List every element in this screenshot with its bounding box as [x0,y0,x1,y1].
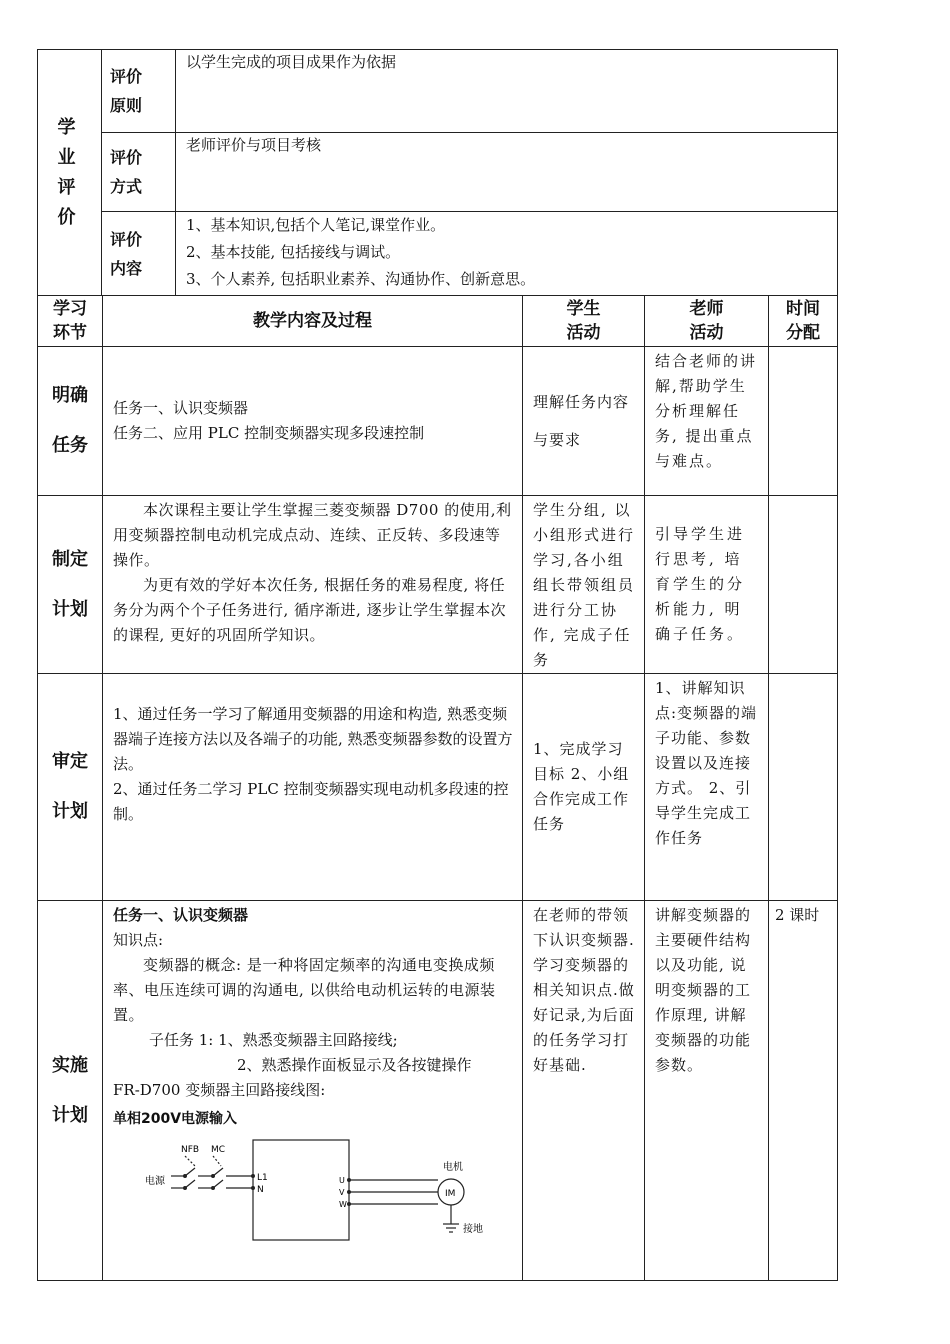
v-label: V [339,1188,345,1197]
eval-method-label: 评价方式 [102,133,176,212]
teaching-process-table [37,295,838,1281]
im-label: IM [445,1189,456,1199]
subtask-1: 子任务 1: 1、熟悉变频器主回路接线; [149,1031,398,1049]
header-content: 教学内容及过程 [103,296,523,347]
diagram-caption: FR-D700 变频器主回路接线图: [113,1081,326,1099]
stage-implement-plan: 实施计划 [38,901,103,1281]
u-label: U [339,1176,345,1185]
header-student: 学生活动 [523,296,645,347]
evaluation-table [37,49,838,296]
time-review-plan [769,674,838,901]
source-label: 电源 [145,1176,165,1187]
stage-make-plan: 制定计划 [38,496,103,674]
teacher-implement-plan: 讲解变频器的主要硬件结构以及功能, 说明变频器的工作原理, 讲解变频器的功能参数。 [645,901,769,1281]
teacher-make-plan: 引导学生进行思考, 培育学生的分析能力, 明确子任务。 [645,496,769,674]
eval-content-line-3: 3、个人素养, 包括职业素养、沟通协作、创新意思。 [186,270,536,288]
header-stage: 学习环节 [38,296,103,347]
content-make-plan: 本次课程主要让学生掌握三菱变频器 D700 的使用,利用变频器控制电动机完成点动、连续、正反转、多段速等操作。 为更有效的学好本次任务, 根据任务的难易程度, 将任务分为两个个子任务进行, 循序渐进, 逐步让学生掌握本次的课程, 更好的巩固所学知识。 [103,496,523,674]
task-one-title: 任务一、认识变频器 [113,906,249,924]
eval-content-line-2: 2、基本技能, 包括接线与调试。 [186,243,401,261]
ground-label: 接地 [463,1224,483,1235]
eval-section-label: 学业评价 [38,50,102,296]
time-implement-plan: 2 课时 [769,901,838,1281]
w-label: W [339,1200,347,1209]
student-clarify-task: 理解任务内容与要求 [523,347,645,496]
eval-method-text: 老师评价与项目考核 [176,133,838,212]
l1-label: L1 [257,1173,268,1183]
nfb-label: NFB [181,1145,200,1155]
time-make-plan [769,496,838,674]
eval-content-label: 评价内容 [102,212,176,296]
stage-clarify-task: 明确任务 [38,347,103,496]
student-make-plan: 学生分组, 以小组形式进行学习,各小组组长带领组员进行分工协作, 完成子任务 [523,496,645,674]
time-clarify-task [769,347,838,496]
header-time: 时间分配 [769,296,838,347]
content-review-plan: 1、通过任务一学习了解通用变频器的用途和构造, 熟悉变频器端子连接方法以及各端子的功能, 熟悉变频器参数的设置方法。 2、通过任务二学习 PLC 控制变频器实现电动机多段速的控制。 [103,674,523,901]
eval-content-text [176,212,838,296]
eval-principle-text: 以学生完成的项目成果作为依据 [176,50,838,133]
content-implement-plan [103,901,523,1281]
main-circuit-wiring-diagram [113,1132,513,1242]
knowledge-label: 知识点: [113,931,164,949]
mc-label: MC [211,1145,226,1155]
teacher-review-plan: 1、讲解知识点:变频器的端子功能、参数设置以及连接方式。 2、引导学生完成工作任务 [645,674,769,901]
n-label: N [257,1185,264,1195]
student-review-plan: 1、完成学习目标 2、小组合作完成工作任务 [523,674,645,901]
concept-text: 变频器的概念: 是一种将固定频率的沟通电变换成频率、电压连续可调的沟通电, 以供给电动机运转的电源装置。 [113,956,496,1024]
content-clarify-task: 任务一、认识变频器 任务二、应用 PLC 控制变频器实现多段速控制 [103,347,523,496]
teacher-clarify-task: 结合老师的讲解,帮助学生分析理解任务, 提出重点与难点。 [645,347,769,496]
header-teacher: 老师活动 [645,296,769,347]
eval-principle-label: 评价原则 [102,50,176,133]
motor-label: 电机 [443,1162,463,1173]
diagram-title: 单相200V电源输入 [113,1111,238,1127]
stage-review-plan: 审定计划 [38,674,103,901]
subtask-2: 2、熟悉操作面板显示及各按键操作 [237,1056,472,1074]
eval-content-line-1: 1、基本知识,包括个人笔记,课堂作业。 [186,216,446,234]
student-implement-plan: 在老师的带领下认识变频器.学习变频器的相关知识点.做好记录,为后面的任务学习打好基础. [523,901,645,1281]
